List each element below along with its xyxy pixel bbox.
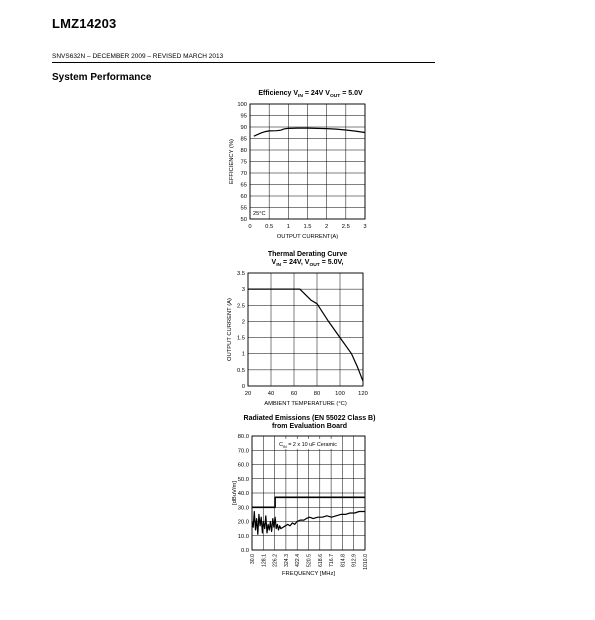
y-tick-label: 50	[240, 217, 247, 223]
y-tick-label: 80.0	[237, 434, 249, 440]
chart-subtitle: $V_{IN} = 24V$, $V_{OUT} = 5.0V$,	[271, 259, 344, 268]
x-tick-label: 1010.0	[363, 554, 369, 570]
x-axis-label: FREQUENCY [MHz]	[281, 571, 336, 577]
y-tick-label: 50.0	[237, 476, 249, 483]
x-tick-label: 618.6	[317, 554, 324, 567]
x-axis-label: OUTPUT CURRENT(A)	[276, 234, 339, 240]
y-tick-label: 0.0	[240, 548, 249, 554]
document-title: LMZ14203	[52, 16, 117, 31]
chart-title: Efficiency $V_{IN} = 24V$ $V_{OUT} = 5.0V$	[258, 90, 363, 99]
x-tick-label: 814.8	[340, 554, 347, 567]
x-tick-label: 80	[313, 391, 321, 397]
x-axis-label: AMBIENT TEMPERATURE (°C)	[264, 401, 347, 407]
y-tick-label: 100	[237, 102, 247, 108]
y-tick-label: 95	[240, 113, 247, 120]
y-axis-label: [dBuV/m]	[232, 481, 238, 505]
y-tick-label: 2.5	[236, 303, 245, 310]
x-tick-label: 120	[358, 391, 368, 397]
y-tick-label: 70.0	[237, 448, 249, 455]
y-tick-label: 80	[240, 148, 247, 154]
y-tick-label: 85	[240, 136, 247, 143]
x-tick-label: 716.7	[329, 554, 336, 567]
x-tick-label: 0	[248, 224, 252, 230]
x-tick-label: 128.1	[261, 554, 268, 567]
x-tick-label: 324.3	[283, 554, 290, 567]
temperature-annotation: 25°C	[253, 211, 266, 217]
x-tick-label: 422.4	[295, 554, 302, 567]
y-tick-label: 55	[240, 205, 247, 212]
x-tick-label: 912.9	[351, 554, 358, 567]
y-tick-label: 3.5	[236, 271, 245, 277]
x-tick-label: 226.2	[272, 554, 279, 567]
x-tick-label: 30.0	[250, 554, 256, 565]
x-tick-label: 1	[286, 224, 290, 230]
y-axis-label: EFFICIENCY (%)	[229, 139, 235, 184]
y-tick-label: 10.0	[237, 533, 249, 540]
y-tick-label: 60	[240, 194, 247, 200]
x-tick-label: 0.5	[265, 224, 274, 230]
y-tick-label: 30.0	[237, 505, 249, 512]
chart-title: Radiated Emissions (EN 55022 Class B)	[243, 415, 376, 422]
y-tick-label: 70	[240, 171, 247, 177]
y-tick-label: 75	[240, 159, 247, 166]
x-tick-label: 60	[290, 391, 298, 397]
x-tick-label: 520.5	[306, 554, 313, 567]
y-tick-label: 3	[241, 287, 245, 294]
y-tick-label: 0.5	[236, 367, 245, 374]
x-tick-label: 1.5	[303, 224, 312, 230]
x-tick-label: 2	[325, 224, 329, 230]
section-title: System Performance	[52, 72, 152, 83]
document-meta: SNVS632N – DECEMBER 2009 – REVISED MARCH 2013	[52, 53, 224, 60]
y-tick-label: 90	[240, 125, 247, 131]
y-tick-label: 65	[240, 182, 247, 189]
chart-subtitle: from Evaluation Board	[271, 423, 348, 430]
y-tick-label: 1.5	[236, 335, 245, 342]
x-tick-label: 40	[267, 391, 275, 397]
y-tick-label: 2	[241, 319, 245, 326]
y-tick-label: 0	[241, 384, 245, 390]
x-tick-label: 100	[335, 391, 345, 397]
chart-title: Thermal Derating Curve	[267, 251, 348, 258]
y-axis-label: OUTPUT CURRENT (A)	[227, 298, 233, 361]
y-tick-label: 1	[241, 351, 245, 358]
x-tick-label: 3	[363, 224, 367, 230]
x-tick-label: 2.5	[341, 224, 350, 230]
input-capacitor-annotation: $C_{IN} = 2$ x 10 uF Ceramic	[279, 442, 337, 449]
y-tick-label: 20.0	[237, 519, 249, 526]
y-tick-label: 60.0	[237, 462, 249, 469]
y-tick-label: 40.0	[237, 491, 249, 497]
x-tick-label: 20	[244, 391, 252, 397]
